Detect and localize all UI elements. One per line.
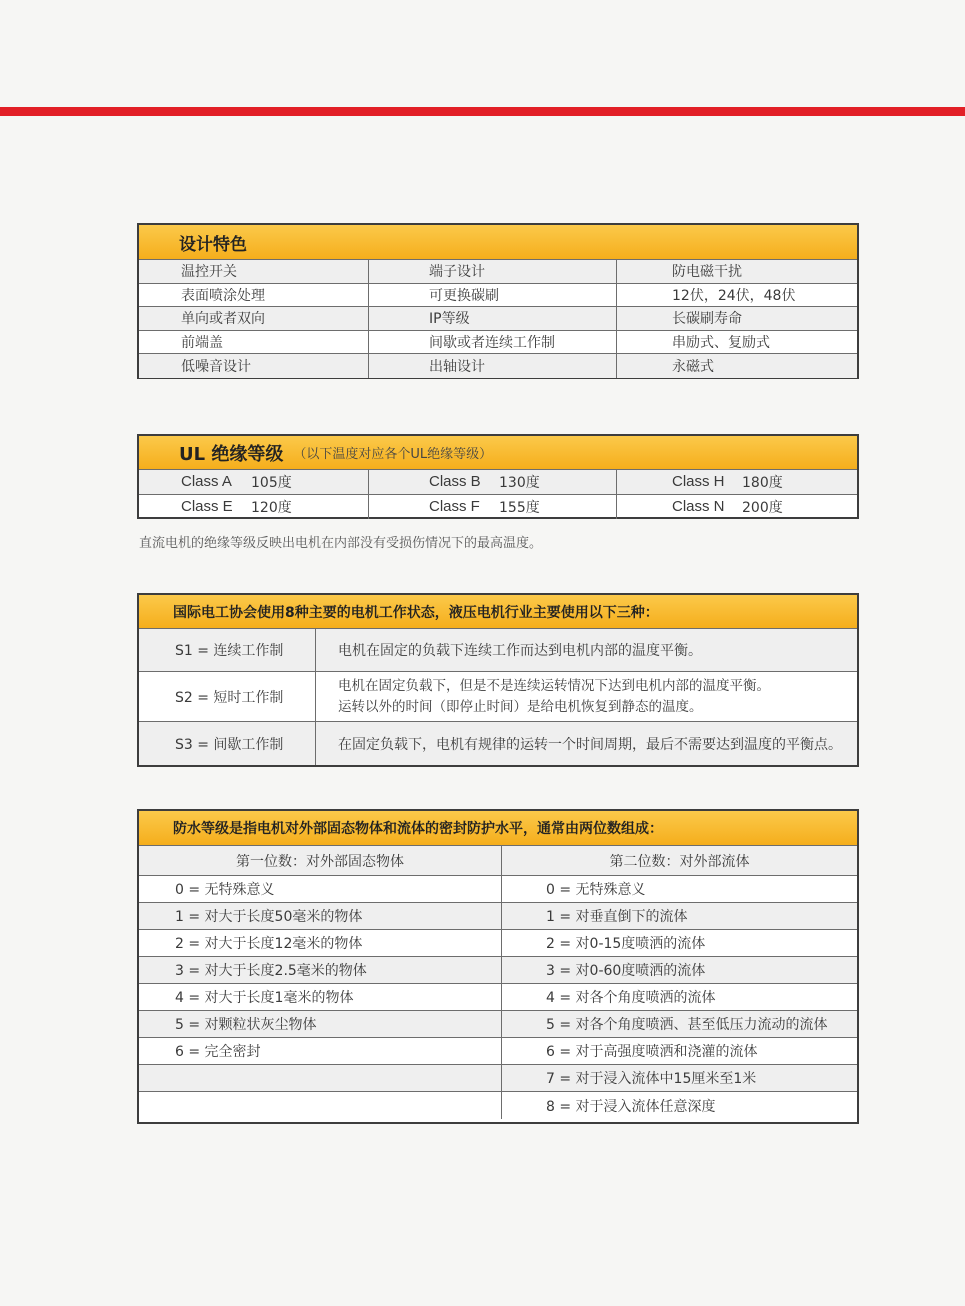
list-item: 4 = 对大于长度1毫米的物体 — [139, 984, 501, 1011]
table-cell: 出轴设计 — [368, 354, 616, 378]
list-item: 5 = 对颗粒状灰尘物体 — [139, 1011, 501, 1038]
class-label: Class N — [672, 498, 725, 516]
table-cell: 单向或者双向 — [181, 311, 265, 328]
class-temp: 200度 — [742, 499, 783, 516]
list-item: 1 = 对垂直倒下的流体 — [502, 903, 857, 930]
table-cell: 串励式、复励式 — [616, 331, 857, 354]
ul-insulation-header — [139, 436, 857, 470]
ul-insulation-subtitle: （以下温度对应各个UL绝缘等级） — [293, 447, 493, 462]
table-row — [139, 260, 857, 284]
table-cell: 低噪音设计 — [181, 359, 251, 376]
class-temp: 120度 — [251, 499, 292, 516]
duty-code: S2 = 短时工作制 — [175, 689, 284, 706]
duty-description: 电机在固定的负载下连续工作而达到电机内部的温度平衡。 — [315, 629, 857, 671]
table-cell: 防电磁干扰 — [616, 260, 857, 283]
table-cell — [616, 470, 857, 494]
table-cell: 永磁式 — [616, 354, 857, 378]
table-cell — [139, 470, 368, 494]
table-cell: 12伏，24伏，48伏 — [616, 284, 857, 307]
table-row — [139, 495, 857, 520]
list-item: 5 = 对各个角度喷洒、甚至低压力流动的流体 — [502, 1011, 857, 1038]
list-item: 0 = 无特殊意义 — [502, 876, 857, 903]
list-item — [139, 1092, 501, 1119]
ip-rating-table — [137, 809, 859, 1124]
class-label: Class A — [181, 473, 232, 491]
ip-rating-body — [139, 876, 857, 1119]
list-item: 4 = 对各个角度喷洒的流体 — [502, 984, 857, 1011]
class-label: Class E — [181, 498, 233, 516]
table-cell: 前端盖 — [181, 335, 223, 352]
table-row — [139, 284, 857, 308]
class-temp: 105度 — [251, 474, 292, 491]
class-label: Class F — [429, 498, 480, 516]
table-cell: 表面喷涂处理 — [181, 287, 265, 304]
duty-code: S3 = 间歇工作制 — [175, 736, 284, 753]
duty-description — [315, 672, 857, 721]
table-row — [139, 354, 857, 378]
second-digit-column — [501, 876, 857, 1119]
list-item: 2 = 对0-15度喷洒的流体 — [502, 930, 857, 957]
list-item: 6 = 对于高强度喷洒和浇灌的流体 — [502, 1038, 857, 1065]
list-item: 0 = 无特殊意义 — [139, 876, 501, 903]
table-row — [139, 307, 857, 331]
table-row — [139, 629, 857, 672]
ip-column-headers — [139, 846, 857, 876]
class-label: Class H — [672, 473, 725, 491]
ul-insulation-table — [137, 434, 859, 519]
table-cell: IP等级 — [368, 307, 616, 330]
table-cell — [139, 495, 368, 520]
ip-rating-title: 防水等级是指电机对外部固态物体和流体的密封防护水平，通常由两位数组成： — [139, 811, 857, 846]
class-temp: 130度 — [499, 474, 540, 491]
duty-types-title: 国际电工协会使用8种主要的电机工作状态，液压电机行业主要使用以下三种： — [139, 595, 857, 629]
design-features-title: 设计特色 — [139, 225, 857, 260]
class-temp: 180度 — [742, 474, 783, 491]
first-digit-header: 第一位数：对外部固态物体 — [236, 853, 404, 870]
table-cell: 长碳刷寿命 — [616, 307, 857, 330]
table-cell: 间歇或者连续工作制 — [368, 331, 616, 354]
list-item: 6 = 完全密封 — [139, 1038, 501, 1065]
ul-insulation-title: UL 绝缘等级 — [179, 443, 284, 465]
duty-description: 在固定负载下，电机有规律的运转一个时间周期，最后不需要达到温度的平衡点。 — [315, 722, 857, 765]
first-digit-column — [139, 876, 501, 1119]
table-cell: 温控开关 — [181, 264, 237, 281]
insulation-note: 直流电机的绝缘等级反映出电机在内部没有受损伤情况下的最高温度。 — [139, 536, 543, 551]
table-row — [139, 672, 857, 722]
list-item: 1 = 对大于长度50毫米的物体 — [139, 903, 501, 930]
design-features-table — [137, 223, 859, 379]
list-item: 2 = 对大于长度12毫米的物体 — [139, 930, 501, 957]
table-row — [139, 331, 857, 355]
duty-description-line: 电机在固定负载下，但是不是连续运转情况下达到电机内部的温度平衡。 — [338, 677, 770, 694]
top-red-stripe — [0, 107, 965, 116]
second-digit-header: 第二位数：对外部流体 — [501, 846, 857, 875]
table-cell: 可更换碳刷 — [368, 284, 616, 307]
duty-code: S1 = 连续工作制 — [175, 643, 284, 659]
list-item: 3 = 对0-60度喷洒的流体 — [502, 957, 857, 984]
list-item: 8 = 对于浸入流体任意深度 — [546, 1098, 716, 1115]
duty-description-line: 运转以外的时间（即停止时间）是给电机恢复到静态的温度。 — [338, 698, 703, 715]
list-item: 3 = 对大于长度2.5毫米的物体 — [139, 957, 501, 984]
table-row — [139, 470, 857, 495]
list-item: 7 = 对于浸入流体中15厘米至1米 — [502, 1065, 857, 1092]
table-cell — [616, 495, 857, 520]
class-temp: 155度 — [499, 499, 540, 516]
table-row — [139, 722, 857, 765]
table-cell: 端子设计 — [368, 260, 616, 283]
class-label: Class B — [429, 473, 481, 491]
table-cell — [368, 495, 616, 520]
duty-types-table — [137, 593, 859, 767]
list-item — [139, 1065, 501, 1092]
table-cell — [368, 470, 616, 494]
